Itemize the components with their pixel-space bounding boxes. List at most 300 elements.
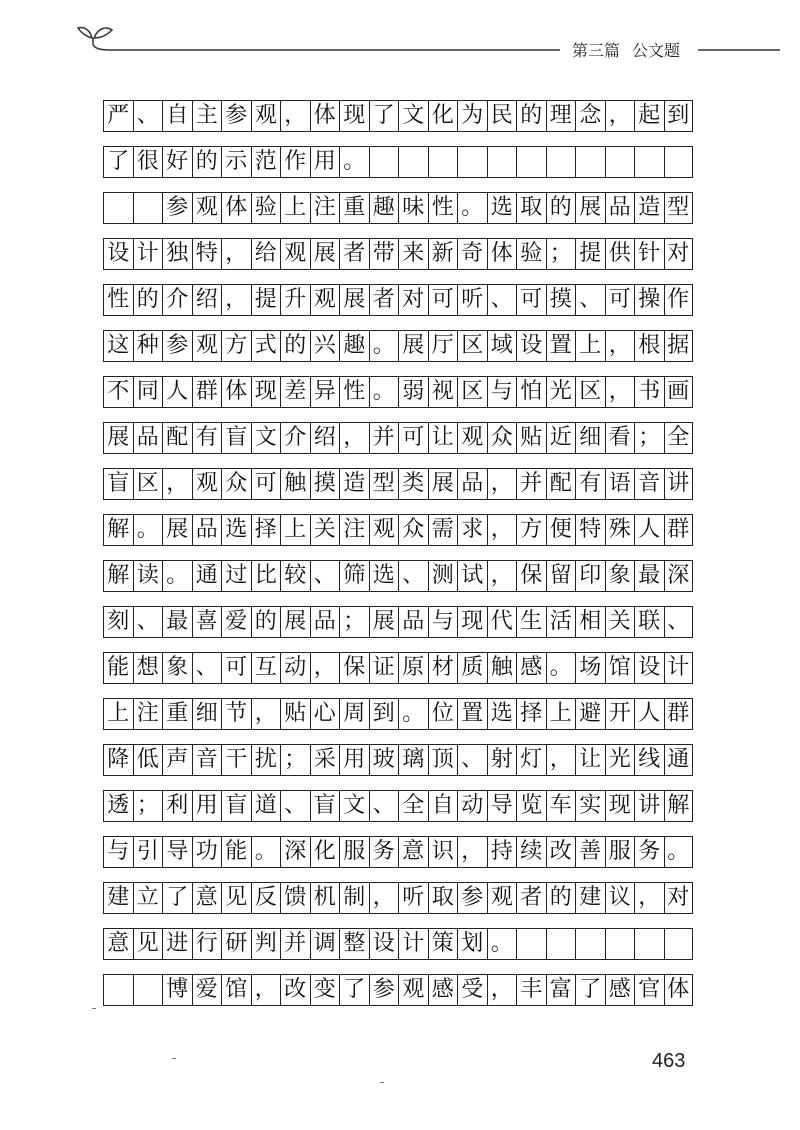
grid-row xyxy=(103,468,693,500)
grid-cell: 音 xyxy=(634,468,664,500)
grid-cell: 见 xyxy=(221,882,251,914)
grid-cell: 感 xyxy=(516,652,546,684)
grid-cell: 性 xyxy=(339,376,369,408)
grid-cell: 建 xyxy=(103,882,133,914)
grid-cell xyxy=(546,928,576,960)
grid-cell xyxy=(398,146,428,178)
grid-cell: ， xyxy=(339,422,369,454)
grid-cell: 注 xyxy=(339,514,369,546)
grid-cell: 受 xyxy=(457,974,487,1006)
grid-cell: 品 xyxy=(605,192,635,224)
grid-cell: 根 xyxy=(634,330,664,362)
grid-cell: 选 xyxy=(487,698,517,730)
grid-cell: 参 xyxy=(369,974,399,1006)
grid-cell: 能 xyxy=(103,652,133,684)
grid-cell: 上 xyxy=(575,330,605,362)
grid-cell: 线 xyxy=(634,744,664,776)
grid-cell: 避 xyxy=(575,698,605,730)
header-part: 第三篇 xyxy=(572,41,621,60)
grid-cell: 书 xyxy=(634,376,664,408)
grid-cell: 观 xyxy=(398,974,428,1006)
grid-cell: 实 xyxy=(575,790,605,822)
grid-cell: 象 xyxy=(162,652,192,684)
grid-cell: 这 xyxy=(103,330,133,362)
grid-cell: 群 xyxy=(664,698,694,730)
grid-cell: ， xyxy=(369,882,399,914)
grid-cell: 位 xyxy=(428,698,458,730)
grid-cell: 特 xyxy=(575,514,605,546)
grid-cell: 意 xyxy=(103,928,133,960)
grid-cell: 射 xyxy=(487,744,517,776)
grid-cell: 语 xyxy=(605,468,635,500)
grid-cell: ， xyxy=(605,100,635,132)
grid-cell: ； xyxy=(133,790,163,822)
grid-cell: 通 xyxy=(664,744,694,776)
grid-cell: 。 xyxy=(546,652,576,684)
grid-cell: 功 xyxy=(192,836,222,868)
grid-cell: 区 xyxy=(457,330,487,362)
grid-cell: 群 xyxy=(192,376,222,408)
grid-cell: 性 xyxy=(103,284,133,316)
grid-cell: 展 xyxy=(428,468,458,500)
grid-cell: 解 xyxy=(664,790,694,822)
grid-cell: 观 xyxy=(457,422,487,454)
grid-cell: 作 xyxy=(280,146,310,178)
grid-cell: 贴 xyxy=(280,698,310,730)
grid-cell: 周 xyxy=(339,698,369,730)
grid-cell xyxy=(457,146,487,178)
grid-cell: 的 xyxy=(516,100,546,132)
grid-cell: 参 xyxy=(162,192,192,224)
grid-cell: 服 xyxy=(605,836,635,868)
grid-cell: 。 xyxy=(162,560,192,592)
grid-cell: 、 xyxy=(369,790,399,822)
grid-cell: 通 xyxy=(192,560,222,592)
grid-cell: 爱 xyxy=(221,606,251,638)
grid-cell: 印 xyxy=(575,560,605,592)
grid-cell: 低 xyxy=(133,744,163,776)
grid-cell: 上 xyxy=(280,514,310,546)
grid-cell: 筛 xyxy=(339,560,369,592)
grid-cell: 、 xyxy=(487,284,517,316)
grid-row xyxy=(103,928,693,960)
grid-cell: 细 xyxy=(575,422,605,454)
grid-cell: 介 xyxy=(280,422,310,454)
grid-cell: 引 xyxy=(133,836,163,868)
grid-cell: 测 xyxy=(428,560,458,592)
grid-cell: 有 xyxy=(575,468,605,500)
grid-cell: 操 xyxy=(634,284,664,316)
grid-cell: 生 xyxy=(516,606,546,638)
grid-cell: 择 xyxy=(516,698,546,730)
grid-cell: 透 xyxy=(103,790,133,822)
grid-cell: 象 xyxy=(605,560,635,592)
grid-cell: 可 xyxy=(221,652,251,684)
grid-cell: ， xyxy=(634,882,664,914)
grid-cell: 观 xyxy=(192,192,222,224)
grid-cell: 深 xyxy=(280,836,310,868)
grid-cell: 文 xyxy=(339,790,369,822)
grid-cell: 全 xyxy=(664,422,694,454)
grid-cell: 官 xyxy=(634,974,664,1006)
grid-cell: 对 xyxy=(664,882,694,914)
grid-cell: ， xyxy=(310,652,340,684)
grid-cell: 种 xyxy=(133,330,163,362)
grid-row xyxy=(103,514,693,546)
grid-cell: 参 xyxy=(457,882,487,914)
grid-cell: 观 xyxy=(280,238,310,270)
scan-mark xyxy=(92,1008,96,1009)
grid-cell: 务 xyxy=(634,836,664,868)
grid-cell: 。 xyxy=(457,192,487,224)
grid-cell: 文 xyxy=(398,100,428,132)
grid-cell: 的 xyxy=(251,606,281,638)
grid-cell: 观 xyxy=(369,514,399,546)
grid-cell: 众 xyxy=(487,422,517,454)
grid-cell: 与 xyxy=(487,376,517,408)
grid-cell: 比 xyxy=(251,560,281,592)
grid-cell: 利 xyxy=(162,790,192,822)
grid-cell: 造 xyxy=(339,468,369,500)
grid-cell: 讲 xyxy=(634,790,664,822)
grid-cell: 的 xyxy=(280,330,310,362)
grid-cell: 域 xyxy=(487,330,517,362)
grid-cell: 选 xyxy=(221,514,251,546)
grid-cell: 、 xyxy=(575,284,605,316)
grid-cell: 区 xyxy=(575,376,605,408)
grid-cell: 观 xyxy=(192,330,222,362)
grid-cell: 配 xyxy=(162,422,192,454)
grid-cell: 便 xyxy=(546,514,576,546)
grid-cell: 深 xyxy=(664,560,694,592)
grid-cell: 验 xyxy=(251,192,281,224)
grid-cell: 上 xyxy=(280,192,310,224)
grid-cell: 念 xyxy=(575,100,605,132)
grid-cell: 观 xyxy=(251,100,281,132)
grid-cell: 不 xyxy=(103,376,133,408)
grid-cell: 给 xyxy=(251,238,281,270)
grid-row xyxy=(103,284,693,316)
grid-cell: 道 xyxy=(251,790,281,822)
grid-cell: ， xyxy=(546,744,576,776)
grid-cell: 降 xyxy=(103,744,133,776)
grid-cell: 见 xyxy=(133,928,163,960)
grid-cell: 品 xyxy=(457,468,487,500)
grid-cell: 计 xyxy=(398,928,428,960)
page-header xyxy=(0,0,800,70)
grid-cell: 选 xyxy=(487,192,517,224)
grid-cell: 文 xyxy=(251,422,281,454)
grid-cell: 范 xyxy=(251,146,281,178)
grid-cell: 感 xyxy=(428,974,458,1006)
grid-cell: 差 xyxy=(280,376,310,408)
grid-cell: 议 xyxy=(605,882,635,914)
grid-cell: 馆 xyxy=(221,974,251,1006)
grid-cell: 用 xyxy=(192,790,222,822)
grid-cell: 的 xyxy=(192,146,222,178)
grid-cell: 有 xyxy=(192,422,222,454)
grid-cell: 与 xyxy=(428,606,458,638)
grid-cell: 现 xyxy=(339,100,369,132)
grid-cell: 、 xyxy=(457,744,487,776)
grid-cell: 提 xyxy=(575,238,605,270)
grid-cell: 动 xyxy=(280,652,310,684)
grid-cell: 绍 xyxy=(310,422,340,454)
grid-cell: 触 xyxy=(487,652,517,684)
grid-cell: 型 xyxy=(369,468,399,500)
grid-row xyxy=(103,100,693,132)
grid-cell: 殊 xyxy=(605,514,635,546)
grid-cell: 关 xyxy=(605,606,635,638)
grid-cell: 置 xyxy=(546,330,576,362)
grid-cell: 注 xyxy=(133,698,163,730)
grid-cell: 取 xyxy=(516,192,546,224)
grid-cell: 。 xyxy=(487,928,517,960)
grid-cell: 节 xyxy=(221,698,251,730)
grid-cell: 可 xyxy=(605,284,635,316)
grid-cell: 爱 xyxy=(192,974,222,1006)
grid-cell: 研 xyxy=(221,928,251,960)
grid-cell: 灯 xyxy=(516,744,546,776)
grid-cell: 了 xyxy=(339,974,369,1006)
grid-cell: 体 xyxy=(310,100,340,132)
grid-cell: 自 xyxy=(428,790,458,822)
grid-cell: 盲 xyxy=(310,790,340,822)
grid-cell: 听 xyxy=(457,284,487,316)
grid-cell: 上 xyxy=(103,698,133,730)
grid-cell: 来 xyxy=(398,238,428,270)
grid-cell: 富 xyxy=(546,974,576,1006)
grid-cell: 方 xyxy=(516,514,546,546)
grid-cell: 展 xyxy=(280,606,310,638)
grid-cell xyxy=(103,974,133,1006)
grid-cell: 近 xyxy=(546,422,576,454)
grid-cell: 带 xyxy=(369,238,399,270)
grid-cell: 贴 xyxy=(516,422,546,454)
grid-cell: 了 xyxy=(103,146,133,178)
grid-cell xyxy=(634,146,664,178)
grid-cell: ， xyxy=(605,376,635,408)
grid-cell: 味 xyxy=(398,192,428,224)
grid-cell: 求 xyxy=(457,514,487,546)
grid-cell: 展 xyxy=(310,238,340,270)
grid-cell: ， xyxy=(162,468,192,500)
grid-cell: 可 xyxy=(251,468,281,500)
grid-cell xyxy=(664,146,694,178)
grid-cell xyxy=(369,146,399,178)
grid-cell: 让 xyxy=(575,744,605,776)
grid-row xyxy=(103,560,693,592)
grid-cell: 读 xyxy=(133,560,163,592)
grid-cell: 众 xyxy=(398,514,428,546)
grid-cell: ， xyxy=(251,698,281,730)
grid-cell: 用 xyxy=(339,744,369,776)
grid-cell: 对 xyxy=(398,284,428,316)
grid-cell: 计 xyxy=(664,652,694,684)
grid-cell xyxy=(546,146,576,178)
grid-cell: 璃 xyxy=(398,744,428,776)
grid-cell: 针 xyxy=(634,238,664,270)
grid-cell: 设 xyxy=(516,330,546,362)
grid-cell: 品 xyxy=(192,514,222,546)
grid-cell: 馈 xyxy=(280,882,310,914)
grid-cell: 展 xyxy=(103,422,133,454)
grid-cell: 改 xyxy=(280,974,310,1006)
grid-cell: 音 xyxy=(192,744,222,776)
grid-cell: 看 xyxy=(605,422,635,454)
grid-cell: 注 xyxy=(310,192,340,224)
grid-cell: 馆 xyxy=(605,652,635,684)
grid-cell: 解 xyxy=(103,514,133,546)
grid-cell: 续 xyxy=(516,836,546,868)
grid-cell: 务 xyxy=(369,836,399,868)
grid-row xyxy=(103,698,693,730)
grid-cell: 可 xyxy=(516,284,546,316)
grid-cell: 造 xyxy=(634,192,664,224)
grid-cell xyxy=(634,928,664,960)
grid-cell: 讲 xyxy=(664,468,694,500)
grid-cell: 展 xyxy=(369,606,399,638)
grid-cell: 了 xyxy=(575,974,605,1006)
grid-cell: 重 xyxy=(162,698,192,730)
grid-cell: 细 xyxy=(192,698,222,730)
grid-cell: 弱 xyxy=(398,376,428,408)
grid-cell: ； xyxy=(634,422,664,454)
grid-cell: 进 xyxy=(162,928,192,960)
grid-cell: 能 xyxy=(221,836,251,868)
grid-cell: 、 xyxy=(133,100,163,132)
grid-cell: 化 xyxy=(428,100,458,132)
grid-cell: 策 xyxy=(428,928,458,960)
grid-cell: 严 xyxy=(103,100,133,132)
grid-cell: 了 xyxy=(369,100,399,132)
grid-cell: ， xyxy=(251,974,281,1006)
grid-cell: 的 xyxy=(546,192,576,224)
grid-cell: 选 xyxy=(369,560,399,592)
grid-cell: 盲 xyxy=(221,790,251,822)
grid-cell: 喜 xyxy=(192,606,222,638)
grid-cell: 现 xyxy=(251,376,281,408)
grid-cell: 机 xyxy=(310,882,340,914)
scan-mark xyxy=(380,1082,384,1083)
grid-cell xyxy=(605,928,635,960)
grid-cell: 提 xyxy=(251,284,281,316)
grid-cell: 玻 xyxy=(369,744,399,776)
grid-cell: 异 xyxy=(310,376,340,408)
grid-cell: 材 xyxy=(428,652,458,684)
grid-cell: 的 xyxy=(546,882,576,914)
grid-cell: 方 xyxy=(221,330,251,362)
grid-cell: ， xyxy=(280,100,310,132)
manuscript-grid xyxy=(103,100,693,1020)
grid-cell: 调 xyxy=(310,928,340,960)
grid-cell: 展 xyxy=(575,192,605,224)
grid-cell: 观 xyxy=(310,284,340,316)
grid-cell: 全 xyxy=(398,790,428,822)
grid-cell: 相 xyxy=(575,606,605,638)
grid-cell: 与 xyxy=(103,836,133,868)
grid-cell: 保 xyxy=(516,560,546,592)
grid-cell: 持 xyxy=(487,836,517,868)
grid-cell: 人 xyxy=(162,376,192,408)
grid-row xyxy=(103,606,693,638)
grid-cell: 并 xyxy=(516,468,546,500)
grid-cell: 厅 xyxy=(428,330,458,362)
grid-cell: 类 xyxy=(398,468,428,500)
grid-cell: 起 xyxy=(634,100,664,132)
grid-cell: 盲 xyxy=(103,468,133,500)
grid-cell: 对 xyxy=(664,238,694,270)
grid-cell: 最 xyxy=(634,560,664,592)
grid-cell: 盲 xyxy=(221,422,251,454)
grid-cell: 、 xyxy=(192,652,222,684)
grid-cell: 众 xyxy=(221,468,251,500)
grid-cell: 。 xyxy=(133,514,163,546)
grid-cell: 意 xyxy=(192,882,222,914)
grid-cell: 、 xyxy=(398,560,428,592)
grid-cell: 导 xyxy=(162,836,192,868)
grid-cell: 较 xyxy=(280,560,310,592)
grid-row xyxy=(103,790,693,822)
grid-cell: 丰 xyxy=(516,974,546,1006)
grid-cell: 并 xyxy=(280,928,310,960)
grid-cell: 活 xyxy=(546,606,576,638)
grid-cell: 现 xyxy=(605,790,635,822)
grid-cell: 想 xyxy=(133,652,163,684)
grid-cell: 特 xyxy=(192,238,222,270)
grid-row xyxy=(103,974,693,1006)
grid-cell: 关 xyxy=(310,514,340,546)
grid-cell xyxy=(516,146,546,178)
grid-cell: 体 xyxy=(487,238,517,270)
grid-cell: 同 xyxy=(133,376,163,408)
grid-cell: 人 xyxy=(634,514,664,546)
grid-cell: 据 xyxy=(664,330,694,362)
grid-row xyxy=(103,744,693,776)
grid-cell xyxy=(664,928,694,960)
grid-cell: 改 xyxy=(546,836,576,868)
grid-cell: 并 xyxy=(369,422,399,454)
grid-cell xyxy=(133,192,163,224)
grid-cell: 择 xyxy=(251,514,281,546)
grid-cell: ； xyxy=(546,238,576,270)
grid-cell: 供 xyxy=(605,238,635,270)
grid-cell: 示 xyxy=(221,146,251,178)
grid-cell: 行 xyxy=(192,928,222,960)
grid-cell: 现 xyxy=(457,606,487,638)
grid-cell: 民 xyxy=(487,100,517,132)
grid-cell: 过 xyxy=(221,560,251,592)
grid-cell: 光 xyxy=(546,376,576,408)
grid-cell: 、 xyxy=(280,790,310,822)
grid-cell: 善 xyxy=(575,836,605,868)
grid-cell: 联 xyxy=(634,606,664,638)
grid-cell: 展 xyxy=(398,330,428,362)
grid-cell: 品 xyxy=(310,606,340,638)
grid-cell: 趣 xyxy=(339,330,369,362)
grid-cell: 光 xyxy=(605,744,635,776)
grid-cell: 取 xyxy=(428,882,458,914)
grid-cell: 服 xyxy=(339,836,369,868)
grid-cell: 变 xyxy=(310,974,340,1006)
grid-cell: 、 xyxy=(664,606,694,638)
grid-cell: 为 xyxy=(457,100,487,132)
grid-cell: 了 xyxy=(162,882,192,914)
grid-cell xyxy=(575,928,605,960)
grid-cell: 式 xyxy=(251,330,281,362)
grid-row xyxy=(103,836,693,868)
grid-row xyxy=(103,330,693,362)
